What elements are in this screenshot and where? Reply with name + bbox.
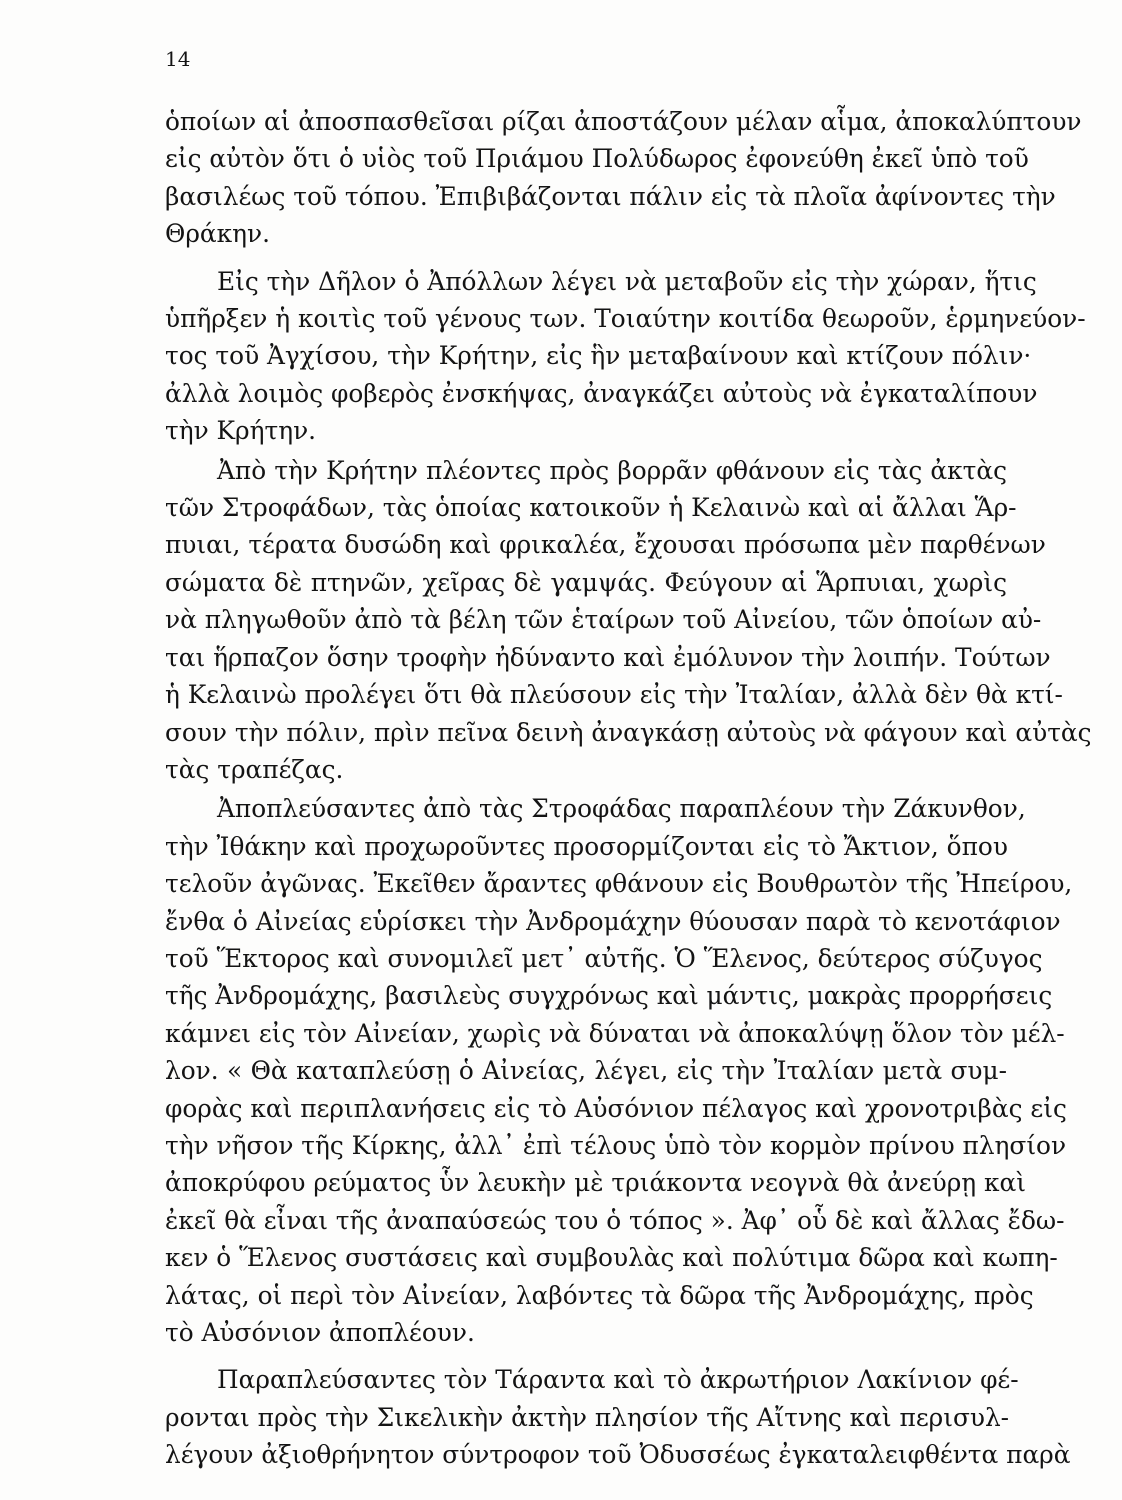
text-line: ται ἥρπαζον ὅσην τροφὴν ἠδύναντο καὶ ἐμόλυνον τὴν λοιπήν. Τούτων [165,642,1051,672]
text-line: Παραπλεύσαντες τὸν Τάραντα καὶ τὸ ἀκρωτήριον Λακίνιον φέ- [217,1365,1019,1395]
text-line: Εἰς τὴν Δῆλον ὁ Ἀπόλλων λέγει νὰ μεταβοῦν εἰς τὴν χώραν, ἥτις [217,266,1037,296]
text-line: ἀλλὰ λοιμὸς φοβερὸς ἐνσκήψας, ἀναγκάζει αὐτοὺς νὰ ἐγκαταλίπουν [165,378,1038,408]
text-line: νὰ πληγωθοῦν ἀπὸ τὰ βέλη τῶν ἑταίρων τοῦ Αἰνείου, τῶν ὁποίων αὐ- [165,605,1042,635]
text-line: τὴν νῆσον τῆς Κίρκης, ἀλλ᾽ ἐπὶ τέλους ὑπὸ τὸν κορμὸν πρίνου πλησίον [165,1130,1067,1160]
paragraph-2 [165,263,1086,450]
text-line: τῶν Στροφάδων, τὰς ὁποίας κατοικοῦν ἡ Κελαινὼ καὶ αἱ ἄλλαι Ἅρ- [165,493,1017,523]
text-line: ρονται πρὸς τὴν Σικελικὴν ἀκτὴν πλησίον τῆς Αἴτνης καὶ περισυλ- [165,1402,1010,1432]
text-line: τοῦ Ἕκτορος καὶ συνομιλεῖ μετ᾽ αὐτῆς. Ὁ Ἕλενος, δεύτερος σύζυγος [165,943,1043,973]
text-line: τὰς τραπέζας. [165,754,344,784]
text-line: κεν ὁ Ἕλενος συστάσεις καὶ συμβουλὰς καὶ πολύτιμα δῶρα καὶ κωπη- [165,1243,1058,1273]
text-line: τὸ Αὐσόνιον ἀποπλέουν. [165,1318,475,1347]
text-line: σώματα δὲ πτηνῶν, χεῖρας δὲ γαμψάς. Φεύγουν αἱ Ἅρπυιαι, χωρὶς [165,567,1007,597]
text-line: τος τοῦ Ἀγχίσου, τὴν Κρήτην, εἰς ἣν μεταβαίνουν καὶ κτίζουν πόλιν· [165,341,1032,371]
text-line: τὴν Ἰθάκην καὶ προχωροῦντες προσορμίζονται εἰς τὸ Ἄκτιον, ὅπου [165,831,1008,861]
body-text [165,103,1092,1474]
text-line: Ἀπὸ τὴν Κρήτην πλέοντες πρὸς βορρᾶν φθάνουν εἰς τὰς ἀκτὰς [217,455,1007,485]
text-line: ὑπῆρξεν ἡ κοιτὶς τοῦ γένους των. Τοιαύτην κοιτίδα θεωροῦν, ἑρμηνεύον- [165,304,1086,334]
page-number: 14 [165,47,191,71]
text-line: τῆς Ἀνδρομάχης, βασιλεὺς συγχρόνως καὶ μάντις, μακρὰς προρρήσεις [165,981,1053,1011]
text-line: ὁποίων αἱ ἀποσπασθεῖσαι ρίζαι ἀποστάζουν μέλαν αἷμα, ἀποκαλύπτουν [165,107,1082,136]
text-line: ἀποκρύφου ρεύματος ὗν λευκὴν μὲ τριάκοντα νεογνὰ θὰ ἀνεύρῃ καὶ [165,1168,1026,1198]
text-line: κάμνει εἰς τὸν Αἰνείαν, χωρὶς νὰ δύναται νὰ ἀποκαλύψῃ ὅλον τὸν μέλ- [165,1018,1065,1048]
text-line: βασιλέως τοῦ τόπου. Ἐπιβιβάζονται πάλιν εἰς τὰ πλοῖα ἀφίνοντες τὴν [165,181,1056,211]
text-line: σουν τὴν πόλιν, πρὶν πεῖνα δεινὴ ἀναγκάσῃ αὐτοὺς νὰ φάγουν καὶ αὐτὰς [165,717,1092,747]
text-line: πυιαι, τέρατα δυσώδη καὶ φρικαλέα, ἔχουσαι πρόσωπα μὲν παρθένων [165,530,1046,560]
paragraph-1 [165,103,1082,253]
paragraph-4 [165,790,1073,1351]
text-line: τελοῦν ἀγῶνας. Ἐκεῖθεν ἄραντες φθάνουν εἰς Βουθρωτὸν τῆς Ἠπείρου, [165,869,1073,899]
text-line: ἔνθα ὁ Αἰνείας εὑρίσκει τὴν Ἀνδρομάχην θύουσαν παρὰ τὸ κενοτάφιον [165,906,1061,936]
text-line: φορὰς καὶ περιπλανήσεις εἰς τὸ Αὐσόνιον πέλαγος καὶ χρονοτριβὰς εἰς [165,1093,1067,1123]
text-line: ἐκεῖ θὰ εἶναι τῆς ἀναπαύσεώς του ὁ τόπος ». Ἀφ᾽ οὗ δὲ καὶ ἄλλας ἔδω- [165,1205,1065,1235]
paragraph-3 [165,452,1092,789]
paragraph-5 [165,1361,1071,1473]
text-line: Ἀποπλεύσαντες ἀπὸ τὰς Στροφάδας παραπλέουν τὴν Ζάκυνθον, [217,794,1026,824]
text-line: λον. « Θὰ καταπλεύσῃ ὁ Αἰνείας, λέγει, εἰς τὴν Ἰταλίαν μετὰ συμ- [165,1056,1007,1086]
text-line: ἡ Κελαινὼ προλέγει ὅτι θὰ πλεύσουν εἰς τὴν Ἰταλίαν, ἀλλὰ δὲν θὰ κτί- [165,680,1063,710]
text-line: λέγουν ἀξιοθρήνητον σύντροφον τοῦ Ὀδυσσέως ἐγκαταλειφθέντα παρὰ [165,1440,1071,1470]
text-line: εἰς αὐτὸν ὅτι ὁ υἱὸς τοῦ Πριάμου Πολύδωρος ἐφονεύθη ἐκεῖ ὑπὸ τοῦ [165,144,1029,174]
text-line: λάτας, οἱ περὶ τὸν Αἰνείαν, λαβόντες τὰ δῶρα τῆς Ἀνδρομάχης, πρὸς [165,1280,1034,1310]
text-line: Θράκην. [165,219,270,249]
text-line: τὴν Κρήτην. [165,416,317,446]
